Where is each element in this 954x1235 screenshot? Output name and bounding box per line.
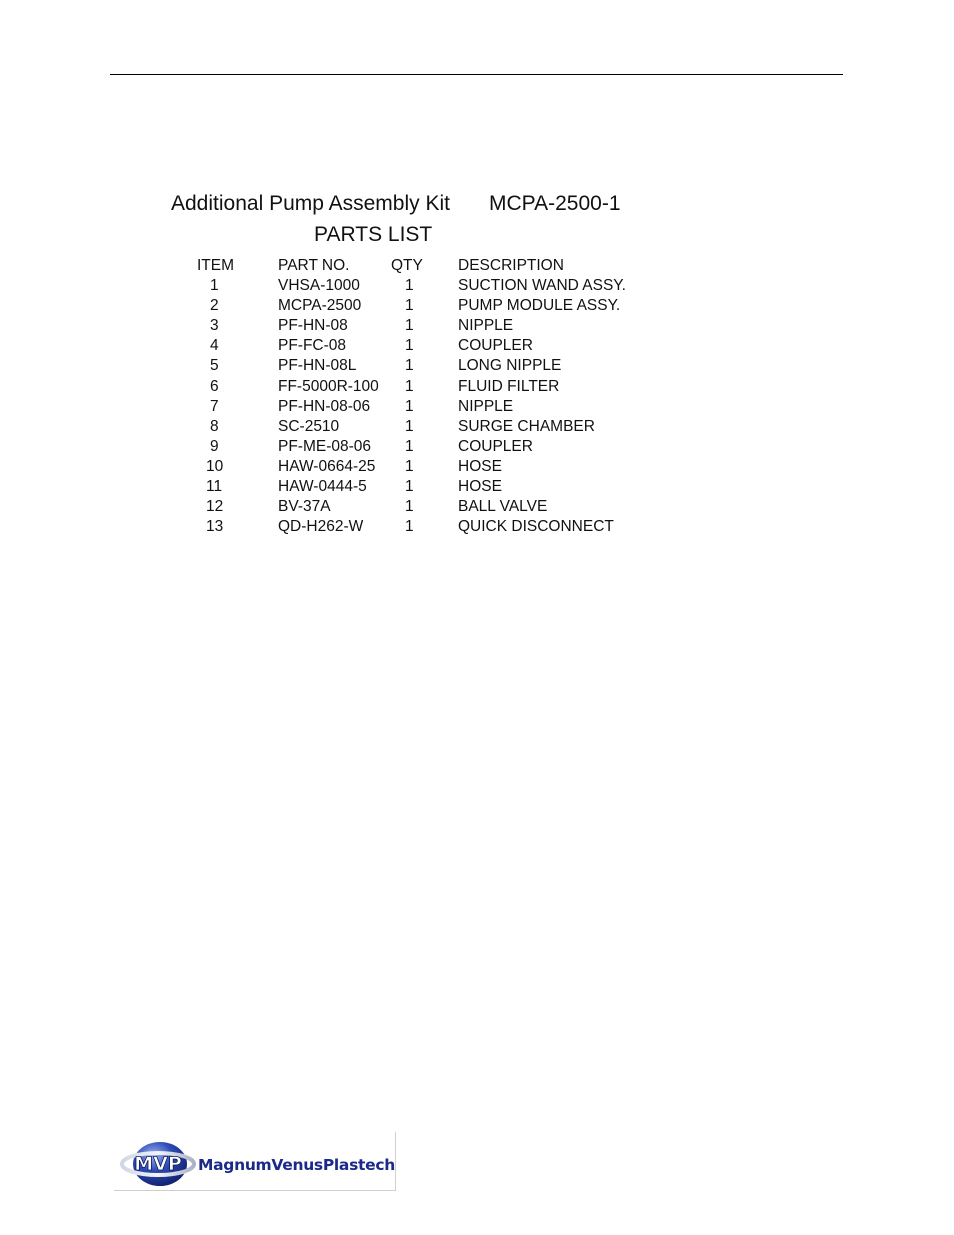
quantity: 1 [405, 277, 414, 295]
quantity: 1 [405, 357, 414, 375]
part-number: BV-37A [278, 498, 331, 516]
quantity: 1 [405, 478, 414, 496]
description: BALL VALVE [458, 498, 548, 516]
kit-model-number: MCPA-2500-1 [489, 192, 621, 215]
part-number: PF-ME-08-06 [278, 437, 372, 455]
part-number: PF-HN-08 [278, 317, 348, 335]
description: QUICK DISCONNECT [458, 518, 614, 536]
logo-badge-text: MVP [134, 1153, 182, 1175]
part-number: HAW-0444-5 [278, 478, 367, 496]
item-number: 13 [206, 518, 224, 536]
part-number: PF-HN-08-06 [278, 397, 371, 415]
description: COUPLER [458, 337, 533, 355]
column-header-part-no: PART NO. [278, 257, 350, 274]
column-header-qty: QTY [391, 257, 423, 274]
quantity: 1 [405, 397, 414, 415]
column-header-item: ITEM [197, 257, 235, 274]
quantity: 1 [405, 437, 414, 455]
item-number: 7 [210, 397, 219, 415]
company-logo [114, 1132, 396, 1191]
company-name: MagnumVenusPlastech [198, 1156, 395, 1174]
item-number: 9 [210, 437, 219, 455]
part-number: MCPA-2500 [278, 297, 362, 315]
part-number: PF-FC-08 [278, 337, 347, 355]
item-number: 11 [206, 478, 223, 496]
quantity: 1 [405, 457, 414, 475]
description: NIPPLE [458, 397, 514, 415]
parts-table [170, 256, 658, 537]
mvp-globe-icon [120, 1132, 196, 1188]
item-number: 5 [210, 357, 219, 375]
quantity: 1 [405, 377, 414, 395]
part-number: HAW-0664-25 [278, 457, 376, 475]
table-row [170, 517, 658, 537]
table-row [170, 296, 658, 316]
description: SUCTION WAND ASSY. [458, 277, 626, 295]
part-number: SC-2510 [278, 417, 340, 435]
item-number: 12 [206, 498, 224, 516]
column-header-description: DESCRIPTION [458, 257, 564, 274]
item-number: 4 [210, 337, 219, 355]
item-number: 1 [210, 277, 219, 295]
description: HOSE [458, 457, 502, 475]
quantity: 1 [405, 337, 414, 355]
table-row [170, 457, 658, 477]
table-row [170, 497, 658, 517]
item-number: 2 [210, 297, 219, 315]
description: COUPLER [458, 437, 533, 455]
kit-name: Additional Pump Assembly Kit [171, 192, 450, 215]
part-number: PF-HN-08L [278, 357, 357, 375]
description: NIPPLE [458, 317, 514, 335]
item-number: 10 [206, 457, 224, 475]
quantity: 1 [405, 417, 414, 435]
item-number: 6 [210, 377, 219, 395]
table-header-row [170, 256, 658, 276]
table-row [170, 356, 658, 376]
description: SURGE CHAMBER [458, 417, 595, 435]
table-row [170, 437, 658, 457]
part-number: VHSA-1000 [278, 277, 360, 295]
description: LONG NIPPLE [458, 357, 562, 375]
quantity: 1 [405, 498, 414, 516]
table-row [170, 276, 658, 296]
table-row [170, 377, 658, 397]
description: HOSE [458, 478, 502, 496]
part-number: FF-5000R-100 [278, 377, 379, 395]
item-number: 3 [210, 317, 219, 335]
quantity: 1 [405, 297, 414, 315]
item-number: 8 [210, 417, 219, 435]
parts-list-heading: PARTS LIST [314, 223, 433, 246]
table-row [170, 316, 658, 336]
quantity: 1 [405, 518, 414, 536]
description: FLUID FILTER [458, 377, 560, 395]
table-row [170, 417, 658, 437]
part-number: QD-H262-W [278, 518, 364, 536]
table-row [170, 336, 658, 356]
kit-title [171, 192, 621, 216]
table-row [170, 397, 658, 417]
table-row [170, 477, 658, 497]
quantity: 1 [405, 317, 414, 335]
description: PUMP MODULE ASSY. [458, 297, 621, 315]
header-rule [110, 74, 843, 75]
